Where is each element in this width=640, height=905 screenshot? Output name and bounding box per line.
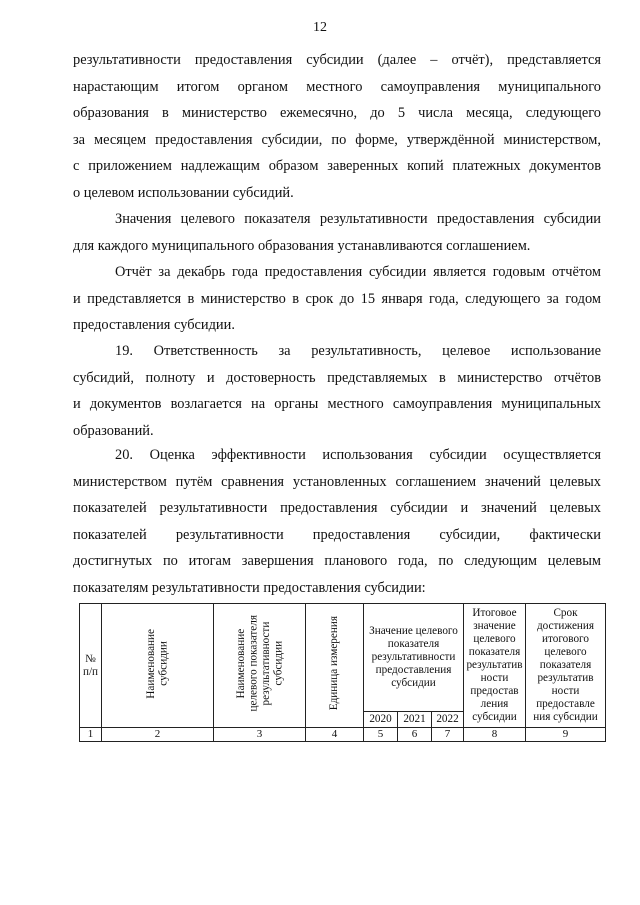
text-line: предоставления субсидии.: [73, 317, 235, 333]
header-line: Итоговое: [472, 607, 517, 619]
text-line: за месяцем предоставления субсидии, по форме, утверждённой министерством,: [73, 131, 601, 148]
header-line: показателя: [387, 638, 440, 650]
text-line: с приложением надлежащим образом заверенных копий платежных документов: [73, 158, 601, 174]
header-line: результатив: [466, 659, 523, 671]
text-line: образования в министерство ежемесячно, до 5 числа месяца, следующего: [73, 105, 601, 121]
header-line: субсидии: [272, 641, 284, 686]
column-number: 8: [464, 728, 526, 742]
indicators-table: [79, 603, 606, 742]
header-deadline: [526, 604, 606, 728]
header-indicator-name-text: [235, 615, 285, 712]
header-line: результативности: [259, 621, 272, 706]
header-line: ления: [480, 698, 509, 710]
header-line: предостав: [470, 685, 519, 697]
header-subsidy-name-text: [145, 629, 170, 699]
text-line: 19. Ответственность за результативность, целевое использование: [115, 343, 601, 359]
text-line: министерством путём сравнения установленных соглашением значений целевых: [73, 473, 601, 490]
text-line: достигнутых по итогам завершения планового года, по следующим целевым: [73, 553, 601, 569]
header-year-2022: 2022: [432, 712, 464, 728]
header-unit: [306, 604, 364, 728]
header-line: субсидии: [157, 641, 170, 686]
column-number: 5: [364, 728, 398, 742]
column-number: 7: [432, 728, 464, 742]
header-year-2021: 2021: [398, 712, 432, 728]
text-line: о целевом использовании субсидий.: [73, 184, 294, 201]
header-indicator-name: [214, 604, 306, 728]
column-number: 2: [102, 728, 214, 742]
header-line: целевого: [544, 646, 587, 658]
header-line: достижения: [536, 620, 595, 632]
column-number: 3: [214, 728, 306, 742]
header-subsidy-name: [102, 604, 214, 728]
text-line: показателям результативности предоставления субсидии:: [73, 579, 426, 596]
column-number: 4: [306, 728, 364, 742]
column-number: 6: [398, 728, 432, 742]
header-target-value: [364, 604, 464, 712]
header-line: показателя: [539, 659, 592, 671]
header-unit-text: Единица измерения: [328, 616, 341, 711]
header-line: Наименование: [145, 628, 157, 699]
header-line: ности: [480, 672, 509, 684]
header-line: ния субсидии: [533, 711, 598, 723]
header-line: целевого показателя: [247, 615, 259, 712]
text-line: Отчёт за декабрь года предоставления субсидии является годовым отчётом: [115, 264, 601, 280]
header-line: предоставле: [536, 698, 595, 710]
header-number-line: №: [85, 652, 96, 665]
header-line: Значение целевого: [369, 625, 458, 637]
header-line: ности: [551, 685, 580, 697]
text-line: Значения целевого показателя результативности предоставления субсидии: [115, 211, 601, 227]
header-final-value: [464, 604, 526, 728]
header-line: результативности: [371, 651, 456, 663]
header-line: итогового: [542, 633, 589, 645]
paragraph-december-report: [73, 259, 601, 339]
paragraph-item-19: [73, 338, 601, 444]
text-line: показателей результативности предоставления субсидии, фактически: [73, 526, 601, 543]
paragraph-report-continuation: [73, 47, 601, 206]
text-line: нарастающим итогом органом местного самоуправления муниципального: [73, 78, 601, 95]
text-line: образований.: [73, 422, 154, 439]
header-line: Наименование: [234, 628, 247, 699]
header-line: целевого: [473, 633, 516, 645]
header-line: Срок: [553, 607, 578, 619]
paragraph-item-20: [73, 442, 601, 601]
text-line: и документов возлагается на органы местного самоуправления муниципальных: [73, 396, 601, 412]
header-number-line: п/п: [82, 665, 99, 678]
header-number: [80, 604, 102, 728]
text-line: показателей результативности предоставления субсидии и значений целевых: [73, 500, 601, 516]
paragraph-target-values: [73, 206, 601, 259]
header-line: результатив: [537, 672, 594, 684]
header-line: предоставления: [375, 664, 452, 676]
header-line: значение: [473, 620, 516, 632]
text-line: субсидий, полноту и достоверность представляемых в министерство отчётов: [73, 369, 601, 386]
column-number: 9: [526, 728, 606, 742]
header-line: показателя: [468, 646, 521, 658]
header-line: субсидии: [472, 711, 517, 723]
page-number: 12: [313, 20, 327, 35]
text-line: и представляется в министерство в срок до 15 января года, следующего за годом: [73, 290, 601, 307]
text-line: результативности предоставления субсидии (далее – отчёт), представляется: [73, 52, 601, 68]
column-number: 1: [80, 728, 102, 742]
text-line: для каждого муниципального образования устанавливаются соглашением.: [73, 237, 531, 254]
header-line: субсидии: [391, 677, 436, 689]
header-year-2020: 2020: [364, 712, 398, 728]
text-line: 20. Оценка эффективности использования субсидии осуществляется: [115, 447, 601, 463]
